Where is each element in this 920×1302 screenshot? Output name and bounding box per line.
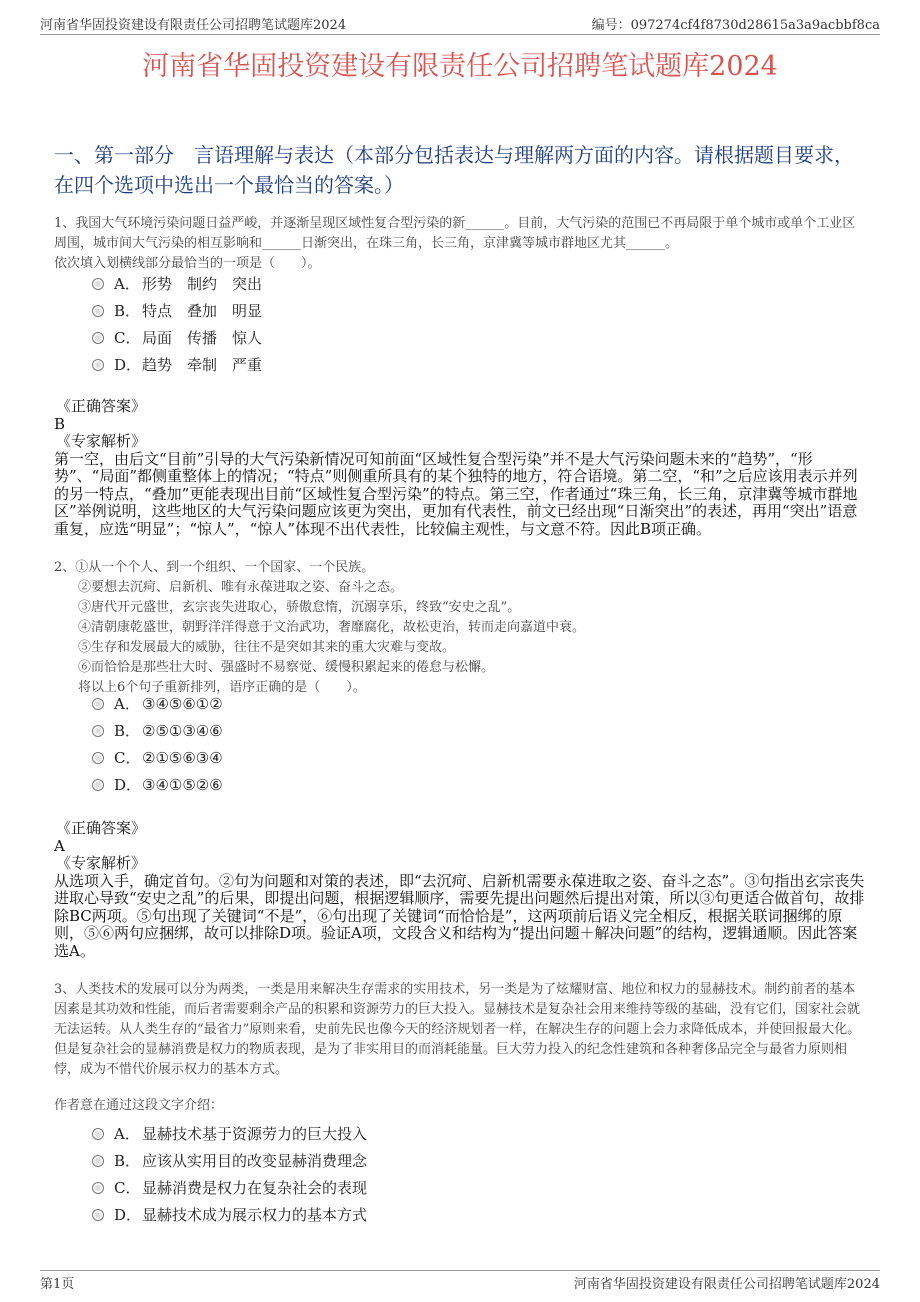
radio-icon[interactable] [92,752,104,764]
header-doc-title: 河南省华固投资建设有限责任公司招聘笔试题库2024 [40,18,347,33]
question-2-line: ③唐代开元盛世，玄宗丧失进取心，骄傲怠惰，沉溺享乐，终致“安史之乱”。 [78,600,521,615]
question-3-prompt: 作者意在通过这段文字介绍： [54,1098,224,1113]
page-title: 河南省华固投资建设有限责任公司招聘笔试题库2024 [142,51,778,82]
option-a[interactable]: A． 显赫技术基于资源劳力的巨大投入 [92,1120,367,1147]
question-1-text [54,214,868,274]
page-footer [40,1270,880,1292]
answer-value: A [54,836,65,855]
question-3-text [54,980,868,1116]
question-2-prompt: 将以上6个句子重新排列，语序正确的是（ ）。 [78,680,366,695]
question-1-prompt: 依次填入划横线部分最恰当的一项是（ ）。 [54,256,321,271]
radio-icon[interactable] [92,698,104,710]
footer-doc-title: 河南省华固投资建设有限责任公司招聘笔试题库2024 [573,1277,880,1292]
question-2-answer [54,820,868,960]
option-a[interactable]: A． 形势 制约 突出 [92,270,262,297]
question-1-stem: 1、我国大气环境污染问题日益严峻，并逐渐呈现区域性复合型污染的新______。目前，大气污染的范围已不再局限于单个城市或单个工业区周围，城市间大气污染的相互影响和______日渐突出，在珠三角，长三角，京津冀等城市群地区尤其______。 [54,216,856,251]
radio-icon[interactable] [92,725,104,737]
option-c[interactable]: C． ②①⑤⑥③④ [92,744,223,771]
radio-icon[interactable] [92,1128,104,1140]
radio-icon[interactable] [92,359,104,371]
question-2-line: ②要想去沉疴、启新机、唯有永葆进取之姿、奋斗之态。 [78,580,404,595]
answer-heading: 《正确答案》 [56,397,147,415]
question-3-stem: 3、人类技术的发展可以分为两类，一类是用来解决生存需求的实用技术，另一类是为了炫耀财富、地位和权力的显赫技术。制约前者的基本因素是其功效和性能，而后者需要剩余产品的积累和资源劳力的巨大投入。显赫技术是复杂社会用来维持等级的基础，没有它们，国家社会就无法运转。从人类生存的“最省力”原则来看，史前先民也像今天的经济规划者一样，在解决生存的问题上会力求降低成本，并使回报最大化。但是复杂社会的显赫消费是权力的物质表现，是为了非实用目的而消耗能量。巨大劳力投入的纪念性建筑和各种奢侈品完全与最省力原则相悖，成为不惜代价展示权力的基本方式。 [54,982,861,1077]
question-2-options [92,690,223,798]
question-2-line: ④清朝康乾盛世，朝野洋洋得意于文治武功，奢靡腐化，故松吏治，转而走向嘉道中衰。 [78,620,586,635]
option-d[interactable]: D． ③④①⑤②⑥ [92,771,223,798]
question-2-text [54,558,868,698]
question-2-line: ⑤生存和发展最大的威胁，往往不是突如其来的重大灾难与变故。 [78,640,456,655]
analysis-text: 从选项入手，确定首句。②句为问题和对策的表述，即“去沉疴、启新机需要永葆进取之姿、奋斗之态”。③句指出玄宗丧失进取心导致“安史之乱”的后果，即提出问题，根据逻辑顺序，需要先提出问题然后提出对策，所以③句更适合做首句，故排除BC两项。⑤句出现了关键词“不是”，⑥句出现了关键词“而恰恰是”，这两项前后语义完全相反，根据关联词捆绑的原则，⑤⑥两句应捆绑，故可以排除D项。验证A项，文段含义和结构为“提出问题＋解决问题”的结构，逻辑通顺。因此答案选A。 [54,871,865,960]
question-1-answer [54,398,868,538]
analysis-heading: 《专家解析》 [56,432,147,450]
question-2-line: 2、①从一个个人、到一个组织、一个国家、一个民族。 [54,560,375,575]
radio-icon[interactable] [92,278,104,290]
option-a[interactable]: A． ③④⑤⑥①② [92,690,223,717]
analysis-text: 第一空，由后文“目前”引导的大气污染新情况可知前面“区域性复合型污染”并不是大气污染问题未来的“趋势”，“形势”、“局面”都侧重整体上的情况；“特点”则侧重所具有的某个独特的地方，符合语境。第二空，“和”之后应该用表示并列的另一特点，“叠加”更能表现出目前“区域性复合型污染”的特点。第三空，作者通过“珠三角，长三角，京津冀等城市群地区”举例说明，这些地区的大气污染问题应该更为突出，更加有代表性，前文已经出现“日渐突出”的表述，再用“突出”语意重复，应选“明显”；“惊人”，“惊人”体现不出代表性，比较偏主观性，与文意不符。因此B项正确。 [54,449,858,538]
option-b[interactable]: B． 应该从实用目的改变显赫消费理念 [92,1147,367,1174]
radio-icon[interactable] [92,1209,104,1221]
radio-icon[interactable] [92,779,104,791]
analysis-heading: 《专家解析》 [56,854,147,872]
question-3-options [92,1120,367,1228]
header-doc-id: 编号：097274cf4f8730d28615a3a9acbbf8ca [591,18,880,33]
option-c[interactable]: C． 显赫消费是权力在复杂社会的表现 [92,1174,367,1201]
radio-icon[interactable] [92,332,104,344]
section-heading: 一、第一部分 言语理解与表达（本部分包括表达与理解两方面的内容。请根据题目要求，在四个选项中选出一个最恰当的答案。） [54,143,854,197]
option-b[interactable]: B． 特点 叠加 明显 [92,297,262,324]
radio-icon[interactable] [92,1182,104,1194]
radio-icon[interactable] [92,1155,104,1167]
question-2-line: ⑥而恰恰是那些壮大时、强盛时不易察觉、缓慢积累起来的倦怠与松懈。 [78,660,495,675]
answer-value: B [54,414,66,433]
option-b[interactable]: B． ②⑤①③④⑥ [92,717,223,744]
option-d[interactable]: D． 显赫技术成为展示权力的基本方式 [92,1201,367,1228]
question-1-options [92,270,262,378]
option-c[interactable]: C． 局面 传播 惊人 [92,324,262,351]
answer-heading: 《正确答案》 [56,819,147,837]
page-number: 第1页 [40,1277,75,1292]
radio-icon[interactable] [92,305,104,317]
page-header [40,14,880,35]
option-d[interactable]: D． 趋势 牵制 严重 [92,351,262,378]
